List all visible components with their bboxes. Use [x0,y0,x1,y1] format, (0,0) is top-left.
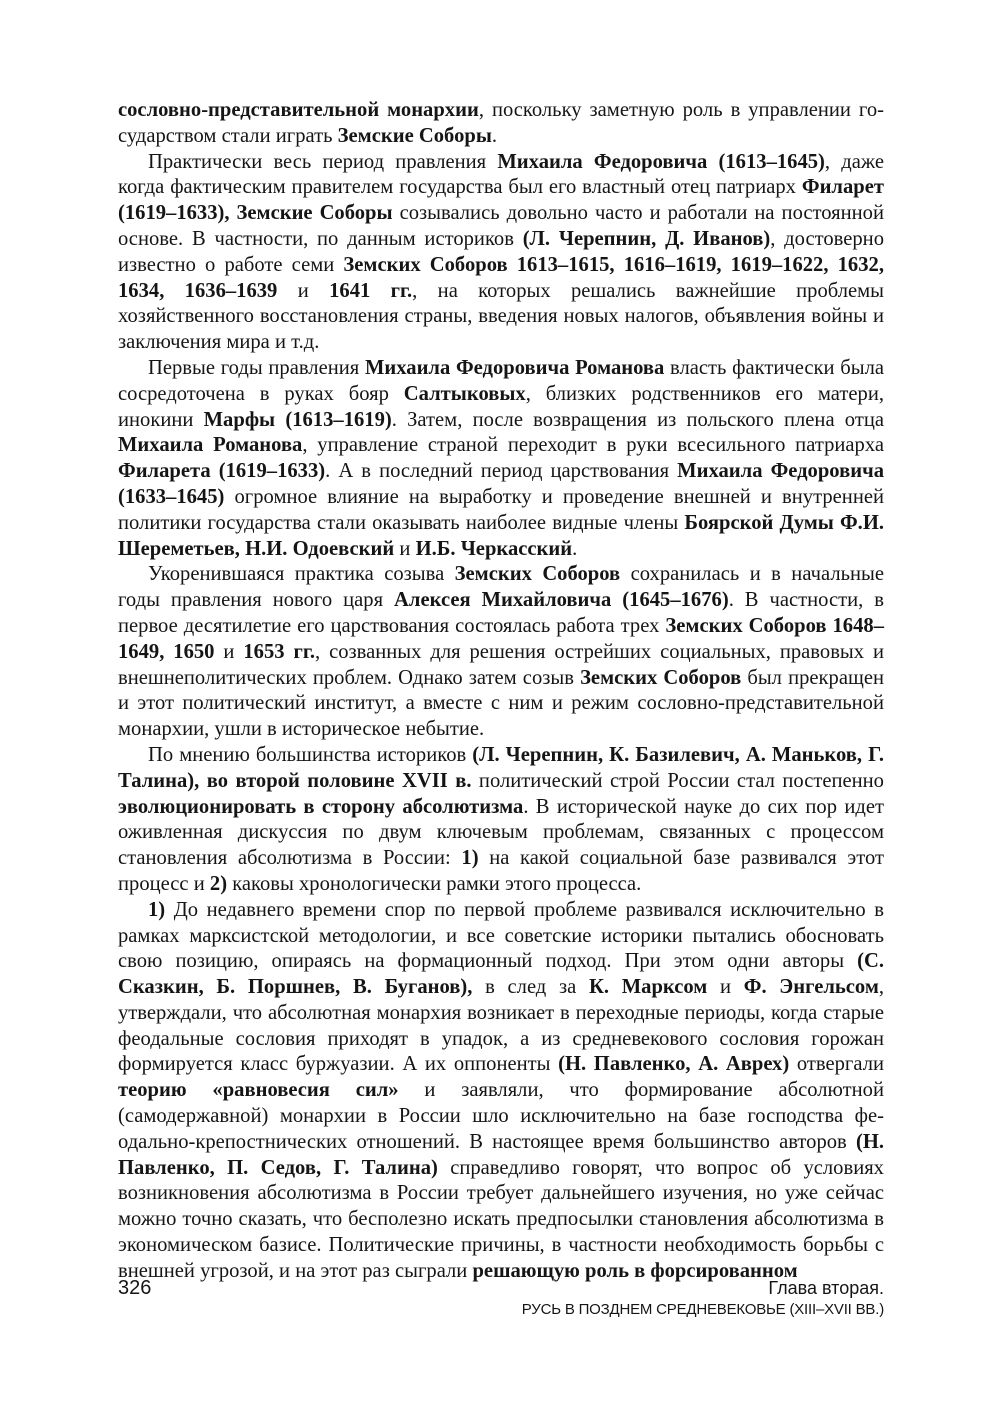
paragraph-3 [118,356,884,562]
bold-run: Земских Соборов [580,666,742,689]
text-run: был прекращен и этот политический институт, а вместе с ним и режим сословно-представительной монархии, ушли в историческое небытие. [118,666,884,741]
text-run: созывались довольно часто и работали на постоянной основе. В частности, по данным историков [118,202,884,250]
running-footer [522,1277,884,1321]
paragraph-5 [118,743,884,898]
bold-run: Михаила Федоровича Романова [364,356,665,379]
bold-run: (Н. Павленко, А. Аврех) [558,1053,790,1076]
bold-run: Филарет (1619–1633), Земские Соборы [118,176,884,225]
bold-run: (Л. Черепнин, Д. Иванов) [522,227,771,250]
text-run: , созванных для решения острейших социальных, правовых и внешнеполитических проблем. Однако затем созыв [118,640,884,689]
text-run: , поскольку заметную роль в управлении государством стали играть [118,99,884,147]
bold-run: (Л. Черепнин, К. Базилевич, А. Маньков, Г. Талина), во второй половине XVII в. [118,743,885,792]
bold-run: Земских Соборов 1648–1649, 1650 [118,614,884,663]
paragraph-4 [118,562,884,743]
text-run: сохранилась и в начальные годы правления нового царя [118,563,884,612]
bold-run: Филарета (1619–1633) [118,460,326,483]
text-run: и [277,279,330,302]
text-run: До недавнего времени спор по первой проблеме развивался исключительно в рамках марксистской методологии, и все советские историки пытались обосновать свою позицию, опираясь на формационный подход. При этом одни авторы [118,898,884,973]
text-run: на какой социальной базе развивался этот процесс и [118,847,885,895]
text-run: справедливо говорят, что вопрос об условиях возникновения абсолютизма в России требует дальнейшего изучения, но уже сейчас можно точно сказать, что бесполезно искать предпосылки становления абсолютизма в экономическом базисе. Политические причины, в частности необходимость борьбы с внешней угрозой, и на этот раз сыграли [118,1156,884,1282]
text-run: . [491,124,498,147]
bold-run: Ф. Энгельсом [743,976,879,999]
bold-run: Земских Соборов 1613–1615, 1616–1619, 1619–1622, 1632, 1634, 1636–1639 [118,253,884,302]
text-run: и [707,976,744,999]
text-run: огромное влияние на выработку и проведение внешней и внутренней политики государства стали оказывать наиболее видные члены [118,485,884,534]
bold-run: Михаила Романова [118,434,303,457]
bold-run: сословно-представительной монархии [118,99,479,121]
bold-run: Михаила Федоровича (1613–1645) [497,150,825,173]
paragraph-6 [118,898,884,1285]
text-run: , управление страной переходит в руки всесильного патриарха [302,434,884,457]
text-run: власть фактически была сосредоточена в руках бояр [118,356,884,405]
bold-run: теорию «равновесия сил» [118,1079,399,1102]
page-number: 326 [118,1277,152,1299]
text-run: . В частности, в первое десятилетие его царствования состоялась работа трех [118,589,884,637]
text-run: , даже когда фактическим правителем государства был его властный отец патриарх [118,150,884,199]
bold-run: К. Марксом [588,976,708,999]
text-run: Укоренившаяся практика созыва [148,563,455,586]
text-run: Практически весь период правления [148,150,498,173]
text-run: и [214,640,244,663]
bold-run: 1653 гг. [243,640,315,663]
text-run: . [572,537,578,560]
text-run: По мнению большинства историков [148,743,473,766]
bold-run: Алексея Михайловича (1645–1676) [394,589,729,612]
paragraph-1 [118,98,884,150]
text-run: каковы хронологически рамки этого процесса. [227,872,642,895]
text-run: , утверждали, что абсолютная монархия возникает в переходные периоды, когда старые феодальные сословия приходят в упадок, а из средневекового сословия горожан формируется класс буржуазии. А их оппоненты [118,976,885,1076]
bold-run: 1) [461,847,479,870]
text-run: . А в последний период царствования [325,460,678,483]
chapter-subtitle: РУСЬ В ПОЗДНЕМ СРЕДНЕВЕКОВЬЕ (XIII–XVII ВВ.) [521,1301,884,1318]
bold-run: Михаила Федоровича (1633–1645) [118,460,884,508]
text-run: , на которых решались важнейшие проблемы хозяйственного восстановления страны, введения новых налогов, объявления войны и заключения мира и т.д. [118,279,885,354]
bold-run: Марфы (1613–1619) [203,408,392,431]
bold-run: Боярской Думы Ф.И. Шереметьев, Н.И. Одоевский [118,511,884,560]
bold-run: 1641 гг. [329,279,413,302]
bold-run: 2) [209,872,228,895]
bold-run: Салтыковых [403,382,526,405]
text-run: Первые годы правления [148,356,365,379]
bold-run: решающую роль в форсированном [472,1259,798,1282]
text-run: , близких родственников его матери, инокини [118,382,884,431]
bold-run: Земских Соборов [454,563,621,586]
body-text [118,98,884,1285]
bold-run: Земские Соборы [337,124,492,147]
text-run: и заявляли, что формирование абсолютной (самодержавной) монархии в России шло исключительно на базе господства феодально-крепостнических отношений. В настоящее время большинство авторов [118,1079,884,1153]
text-run: , достоверно известно о работе семи [118,227,884,276]
text-run: . В исторической науке до сих пор идет оживленная дискуссия по двум ключевым проблемам, связанных с процессом становления абсолютизма в России: [118,795,884,870]
bold-run: (Н. Павленко, П. Седов, Г. Талина) [118,1130,884,1179]
text-run: отвергали [789,1053,884,1076]
chapter-title: Глава вторая. [768,1278,884,1298]
text-run: . Затем, после возвращения из польского плена отца [391,408,884,431]
paragraph-2 [118,150,884,356]
bold-run: И.Б. Черкасский [415,537,573,560]
text-run: и [394,537,416,560]
bold-run: 1) [148,898,166,921]
bold-run: эволюционировать в сторону абсолютизма [118,795,524,818]
text-run: в след за [472,976,589,999]
bold-run: (С. Сказкин, Б. Поршнев, В. Буганов), [118,950,884,999]
text-run: политический строй России стал постепенно [471,769,884,792]
